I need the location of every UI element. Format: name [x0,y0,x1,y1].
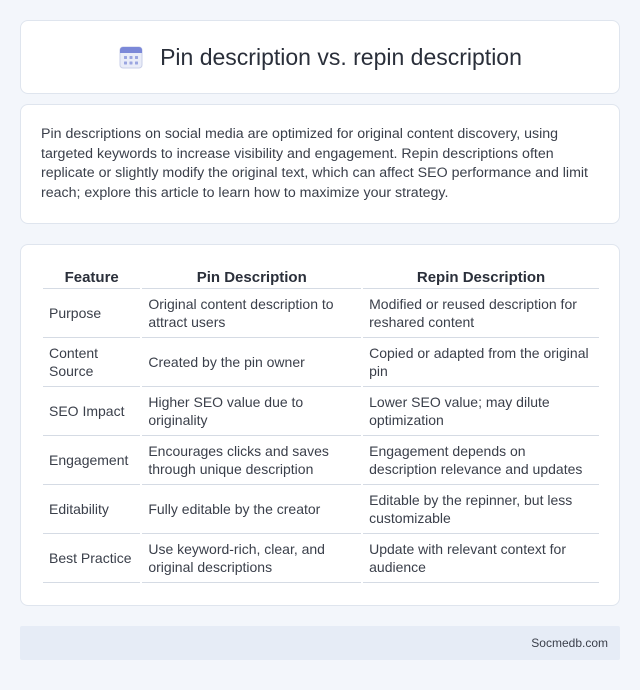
table-card [20,244,620,606]
table-cell: Purpose [43,289,140,338]
table-cell: Lower SEO value; may dilute optimization [363,387,599,436]
table-cell: Best Practice [43,534,140,583]
table-cell: Original content description to attract users [142,289,361,338]
table-cell: Modified or reused description for reshared content [363,289,599,338]
table-cell: Fully editable by the creator [142,485,361,534]
table-row [43,387,599,436]
table-cell: Engagement depends on description relevance and updates [363,436,599,485]
table-row [43,485,599,534]
table-cell: Created by the pin owner [142,338,361,387]
column-header: Repin Description [363,263,599,289]
title-card [20,20,620,94]
intro-card [20,104,620,224]
footer-site-link[interactable]: Socmedb.com [531,636,608,650]
table-cell: Engagement [43,436,140,485]
intro-text: Pin descriptions on social media are optimized for original content discovery, using targeted keywords to increase visibility and engagement. Repin descriptions often replicate or slightly modify the original text, which can affect SEO performance and limit reach; explore this article to learn how to maximize your strategy. [41,126,588,201]
table-row [43,289,599,338]
column-header: Pin Description [142,263,361,289]
calendar-icon [118,44,144,70]
table-cell: Higher SEO value due to originality [142,387,361,436]
table-cell: Content Source [43,338,140,387]
table-header-row [43,263,599,289]
footer [20,626,620,660]
table-cell: Editable by the repinner, but less customizable [363,485,599,534]
table-cell: Use keyword-rich, clear, and original descriptions [142,534,361,583]
table-cell: Update with relevant context for audience [363,534,599,583]
table-cell: Encourages clicks and saves through unique description [142,436,361,485]
table-row [43,534,599,583]
column-header: Feature [43,263,140,289]
table-cell: Copied or adapted from the original pin [363,338,599,387]
table-row [43,338,599,387]
table-row [43,436,599,485]
page-title: Pin description vs. repin description [160,43,522,70]
comparison-table [41,263,601,583]
table-cell: Editability [43,485,140,534]
table-cell: SEO Impact [43,387,140,436]
